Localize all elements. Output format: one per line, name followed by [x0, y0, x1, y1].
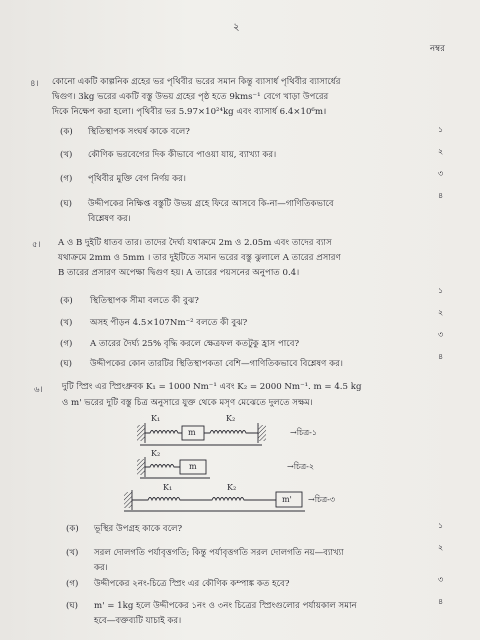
q4-part-b-label: (খ)	[60, 150, 73, 160]
q4-stem-line-1: কোনো একটি কাল্পনিক গ্রহের ভর পৃথিবীর ভরের সমান কিন্তু ব্যাসার্ধ পৃথিবীর ব্যাসার্ধের	[52, 77, 341, 87]
figure-1	[137, 423, 266, 445]
fig1-k1-label: K₁	[151, 414, 161, 423]
q6-part-a-label: (ক)	[66, 524, 79, 534]
q6-number: ৬।	[34, 385, 43, 395]
q4-part-d-text-cont: বিশ্লেষণ কর।	[88, 214, 131, 224]
fig3-mass-label: m'	[282, 495, 292, 504]
q5-part-d-mark: ৪	[438, 352, 444, 361]
q6-part-b-mark: ২	[438, 543, 444, 552]
q5-stem-line-2: যথাক্রমে 2mm ও 5mm । তার দুইটিতে সমান ভরের বস্তু ঝুলালে A তারের প্রসারণ	[58, 253, 341, 263]
q5-part-a-label: (ক)	[60, 296, 73, 306]
fig2-caption: →চিত্র-২	[287, 462, 315, 471]
q5-stem-line-3: B তারের প্রসারণ অপেক্ষা দ্বিগুণ হয়। A তারের পয়সনের অনুপাত 0.4।	[58, 268, 300, 278]
q5-number: ৫।	[32, 240, 41, 250]
fig1-spring-k2	[204, 431, 258, 434]
q6-part-c-label: (গ)	[66, 579, 79, 589]
fig1-caption: →চিত্র-১	[290, 428, 318, 437]
q6-part-d-label: (ঘ)	[66, 601, 79, 611]
q6-part-a-mark: ১	[438, 521, 444, 530]
fig1-mass-label: m	[188, 428, 196, 437]
q6-part-b-text-cont: কর।	[94, 563, 108, 573]
fig1-spring-k1	[145, 431, 182, 434]
fig3-springs-k1-k2	[132, 498, 276, 501]
q6-stem-line-1: দুটি স্প্রিং এর স্প্রিংধ্রুবক K₁ = 1000 Nm⁻¹ এবং K₂ = 2000 Nm⁻¹. m = 4.5 kg	[62, 382, 362, 392]
q5-part-c-mark: ৩	[438, 330, 444, 339]
fig2-k2-label: K₂	[151, 449, 161, 458]
q5-part-a-text: স্থিতিস্থাপক সীমা বলতে কী বুঝ?	[90, 296, 199, 306]
figure-3	[124, 490, 305, 511]
q4-part-c-mark: ৩	[438, 169, 444, 178]
fig2-mass-label: m	[189, 462, 197, 471]
q4-part-b-mark: ২	[438, 147, 444, 156]
q5-part-d-text: উদ্দীপকের কোন তারটির স্থিতিস্থাপকতা বেশি—গাণিতিকভাবে বিশ্লেষণ কর।	[90, 359, 343, 369]
q6-part-a-text: ভূস্থির উপগ্রহ কাকে বলে?	[94, 524, 183, 534]
q4-stem-line-3: দিকে নিক্ষেপ করা হলো। পৃথিবীর ভর 5.97×10²⁴kg এবং ব্যাসার্ধ 6.4×10⁶m।	[52, 107, 327, 117]
figure-2	[137, 457, 210, 478]
q4-part-d-text: উদ্দীপকের নিক্ষিপ্ত বস্তুটি উভয় গ্রহে ফিরে আসবে কি-না—গাণিতিকভাবে	[88, 199, 334, 209]
q4-part-b-text: কৌণিক ভরবেগের দিক কীভাবে পাওয়া যায়, ব্যাখ্যা কর।	[88, 150, 277, 160]
q5-part-d-label: (ঘ)	[60, 359, 73, 369]
q4-part-d-label: (ঘ)	[60, 199, 73, 209]
page-number: ২	[233, 22, 240, 33]
q6-part-d-mark: ৪	[438, 597, 444, 606]
q6-part-b-text: সরল দোলগতি পর্যাবৃত্তগতি; কিন্তু পর্যাবৃত্তগতি সরল দোলগতি নয়—ব্যাখ্যা	[94, 548, 344, 558]
fig3-caption: →চিত্র-৩	[308, 495, 336, 504]
q6-part-d-text-cont: হবে—বক্তব্যটি যাচাই কর।	[94, 616, 182, 626]
q4-part-c-label: (গ)	[60, 174, 73, 184]
q6-part-b-label: (খ)	[66, 548, 79, 558]
q5-part-b-label: (খ)	[60, 318, 73, 328]
q5-stem-line-1: A ও B দুইটি ধাতব তার। তাদের দৈর্ঘ্য যথাক্রমে 2m ও 2.05m এবং তাদের ব্যাস	[58, 238, 332, 248]
q4-part-d-mark: ৪	[438, 191, 444, 200]
fig2-left-wall	[137, 459, 145, 475]
q4-stem-line-2: দ্বিগুণ। 3kg ভরের একটি বস্তু উভয় গ্রহের পৃষ্ঠ হতে 9kms⁻¹ বেগে খাড়া উপরের	[52, 92, 329, 102]
q6-stem-line-2: ও m' ভরের দুটি বস্তু চিত্র অনুসারে যুক্ত থেকে মসৃণ মেঝেতে দুলতে সক্ষম।	[62, 398, 313, 408]
fig2-spring-k2	[145, 465, 180, 468]
marks-column-label: নম্বর	[430, 44, 445, 54]
q4-number: ৪।	[30, 79, 39, 89]
q6-part-c-mark: ৩	[438, 575, 444, 584]
q5-part-c-label: (গ)	[60, 339, 73, 349]
q4-part-a-mark: ১	[438, 125, 444, 134]
fig3-k2-label: K₂	[227, 483, 237, 492]
q6-part-d-text: m' = 1kg হলে উদ্দীপকের ১নং ও ৩নং চিত্রের স্প্রিংগুলোর পর্যায়কাল সমান	[94, 601, 357, 611]
fig1-right-wall	[258, 425, 266, 441]
fig3-k1-label: K₁	[163, 483, 173, 492]
q4-part-a-label: (ক)	[60, 127, 73, 137]
q5-part-b-text: অসহ পীড়ন 4.5×107Nm⁻² বলতে কী বুঝ?	[90, 318, 248, 328]
q5-part-a-mark: ১	[438, 286, 444, 295]
fig1-left-wall	[137, 425, 145, 441]
fig3-left-wall	[124, 492, 132, 508]
q6-part-c-text: উদ্দীপকের ২নং-চিত্রে স্প্রিং এর কৌণিক কম্পাঙ্ক কত হবে?	[94, 579, 290, 589]
q5-part-c-text: A তারের দৈর্ঘ্য 25% বৃদ্ধি করলে ক্ষেত্রফল কতটুকু হ্রাস পাবে?	[90, 339, 300, 349]
fig1-k2-label: K₂	[226, 414, 236, 423]
q4-part-a-text: স্থিতিস্থাপক সংঘর্ষ কাকে বলে?	[88, 127, 190, 137]
q5-part-b-mark: ২	[438, 308, 444, 317]
q4-part-c-text: পৃথিবীর মুক্তি বেগ নির্ণয় কর।	[88, 174, 186, 184]
